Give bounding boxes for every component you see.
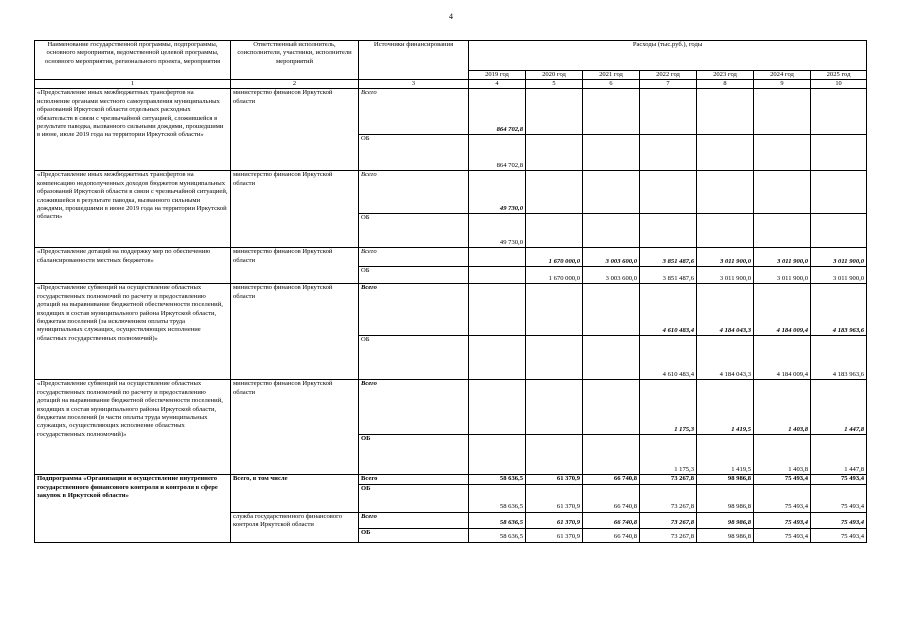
value-cell: 864 702,8	[469, 89, 526, 135]
source-total: Всего	[359, 89, 469, 135]
value-cell	[697, 171, 754, 214]
source-total: Всего	[359, 284, 469, 336]
value-cell: 73 267,8	[640, 475, 697, 484]
value-cell	[811, 89, 867, 135]
value-cell: 61 370,9	[526, 528, 583, 542]
value-cell: 1 175,3	[640, 380, 697, 435]
value-cell: 98 986,8	[697, 528, 754, 542]
value-cell: 4 610 483,4	[640, 284, 697, 336]
column-number: 1	[35, 80, 231, 89]
source-total: Всего	[359, 380, 469, 435]
source-total: Всего	[359, 171, 469, 214]
table-row	[35, 171, 867, 214]
value-cell	[754, 214, 811, 248]
value-cell	[583, 214, 640, 248]
value-cell: 3 011 900,0	[754, 267, 811, 284]
value-cell	[526, 214, 583, 248]
value-cell	[526, 89, 583, 135]
value-cell: 3 851 487,6	[640, 248, 697, 267]
value-cell	[526, 336, 583, 380]
header-year: 2024 год	[754, 70, 811, 79]
page-number: 4	[449, 12, 453, 21]
value-cell: 98 986,8	[697, 512, 754, 528]
header-year: 2019 год	[469, 70, 526, 79]
header-year: 2023 год	[697, 70, 754, 79]
value-cell: 75 493,4	[811, 512, 867, 528]
value-cell: 1 447,8	[811, 435, 867, 475]
value-cell	[469, 380, 526, 435]
column-number: 4	[469, 80, 526, 89]
value-cell: 58 636,5	[469, 528, 526, 542]
value-cell	[469, 248, 526, 267]
value-cell: 3 003 600,0	[583, 267, 640, 284]
value-cell: 73 267,8	[640, 484, 697, 512]
value-cell: 49 730,0	[469, 214, 526, 248]
value-cell	[811, 214, 867, 248]
value-cell	[640, 214, 697, 248]
value-cell: 3 011 900,0	[754, 248, 811, 267]
executor: министерство финансов Иркутской области	[231, 89, 359, 171]
value-cell: 1 419,5	[697, 380, 754, 435]
value-cell: 58 636,5	[469, 475, 526, 484]
value-cell: 1 419,5	[697, 435, 754, 475]
value-cell	[469, 284, 526, 336]
value-cell: 49 730,0	[469, 171, 526, 214]
source-ob: ОБ	[359, 435, 469, 475]
value-cell: 58 636,5	[469, 484, 526, 512]
value-cell: 1 670 000,0	[526, 248, 583, 267]
value-cell: 73 267,8	[640, 528, 697, 542]
value-cell: 4 610 483,4	[640, 336, 697, 380]
value-cell: 3 011 900,0	[811, 267, 867, 284]
executor: министерство финансов Иркутской области	[231, 284, 359, 380]
value-cell	[697, 214, 754, 248]
value-cell	[697, 89, 754, 135]
value-cell	[754, 171, 811, 214]
value-cell: 61 370,9	[526, 484, 583, 512]
value-cell: 1 175,3	[640, 435, 697, 475]
value-cell: 75 493,4	[811, 528, 867, 542]
column-number: 3	[359, 80, 469, 89]
value-cell	[811, 135, 867, 171]
value-cell: 75 493,4	[811, 484, 867, 512]
value-cell: 61 370,9	[526, 475, 583, 484]
value-cell: 66 740,8	[583, 475, 640, 484]
value-cell: 1 403,8	[754, 380, 811, 435]
value-cell: 75 493,4	[754, 484, 811, 512]
measure-name: «Предоставление иных межбюджетных трансфертов на исполнение органами местного самоуправления муниципальных образований Иркутской области отдельных расходных обязательств в связи с чрезвычайной ситуацией, сложившейся в результате паводка, вызванного сильными дождями, прошедшими в июне, июле 2019 года на территории Иркутской области»	[35, 89, 231, 171]
value-cell	[640, 171, 697, 214]
value-cell	[640, 89, 697, 135]
executor-service: служба государственного финансового контроля Иркутской области	[231, 512, 359, 542]
value-cell	[583, 171, 640, 214]
subprogram-name: Подпрограмма «Организация и осуществление внутреннего государственного финансового контроля и контроля в сфере закупок в Иркутской области»	[35, 475, 231, 542]
value-cell: 4 184 009,4	[754, 284, 811, 336]
source-ob: ОБ	[359, 214, 469, 248]
value-cell	[583, 435, 640, 475]
header-executor: Ответственный исполнитель, соисполнители, участники, исполнители мероприятий	[231, 41, 359, 80]
budget-table	[34, 40, 867, 543]
header-year: 2025 год	[811, 70, 867, 79]
measure-name: «Предоставление субвенций на осуществление областных государственных полномочий по расчету и предоставлению дотаций на выравнивание бюджетной обеспеченности поселений, входящих в состав муниципального района Иркутской области, бюджетам поселений (за исключением оплаты труда муниципальных служащих, осуществляющих исполнение областных государственных полномочий)»	[35, 284, 231, 380]
executor: министерство финансов Иркутской области	[231, 380, 359, 475]
value-cell	[526, 380, 583, 435]
value-cell	[469, 267, 526, 284]
value-cell	[526, 135, 583, 171]
value-cell	[583, 336, 640, 380]
table-row	[35, 248, 867, 267]
table-row	[35, 284, 867, 336]
value-cell: 98 986,8	[697, 484, 754, 512]
executor: министерство финансов Иркутской области	[231, 171, 359, 248]
value-cell: 66 740,8	[583, 512, 640, 528]
value-cell	[583, 380, 640, 435]
value-cell	[583, 89, 640, 135]
column-number: 7	[640, 80, 697, 89]
value-cell: 1 447,8	[811, 380, 867, 435]
subprogram-row	[35, 475, 867, 484]
value-cell: 75 493,4	[811, 475, 867, 484]
source-total: Всего	[359, 475, 469, 484]
header-expenses: Расходы (тыс.руб.), годы	[469, 41, 867, 71]
header-source: Источники финансирования	[359, 41, 469, 80]
value-cell	[811, 171, 867, 214]
source-ob: ОБ	[359, 135, 469, 171]
measure-name: «Предоставление иных межбюджетных трансфертов на компенсацию недополученных доходов бюджетов муниципальных образований Иркутской области в связи с чрезвычайной ситуацией, сложившейся в результате паводка, вызванного сильными дождями, прошедшими в июне 2019 года на территории Иркутской области»	[35, 171, 231, 248]
value-cell: 66 740,8	[583, 484, 640, 512]
value-cell: 4 184 009,4	[754, 336, 811, 380]
value-cell	[754, 89, 811, 135]
executor: министерство финансов Иркутской области	[231, 248, 359, 284]
table-row	[35, 89, 867, 135]
value-cell: 3 011 900,0	[811, 248, 867, 267]
source-ob: ОБ	[359, 484, 469, 512]
header-name: Наименование государственной программы, подпрограммы, основного мероприятия, ведомственной целевой программы, основного мероприятия, регионального проекта, мероприятия	[35, 41, 231, 80]
column-number: 8	[697, 80, 754, 89]
value-cell	[469, 336, 526, 380]
value-cell: 3 011 900,0	[697, 248, 754, 267]
source-total: Всего	[359, 248, 469, 267]
value-cell: 98 986,8	[697, 475, 754, 484]
value-cell: 75 493,4	[754, 512, 811, 528]
source-ob: ОБ	[359, 336, 469, 380]
value-cell	[526, 171, 583, 214]
value-cell: 66 740,8	[583, 528, 640, 542]
value-cell: 73 267,8	[640, 512, 697, 528]
value-cell	[583, 135, 640, 171]
column-number: 9	[754, 80, 811, 89]
source-total: Всего	[359, 512, 469, 528]
value-cell: 3 011 900,0	[697, 267, 754, 284]
measure-name: «Предоставление субвенций на осуществление областных государственных полномочий по расчету и предоставлению дотаций на выравнивание бюджетной обеспеченности поселений, входящих в состав муниципального района Иркутской области, бюджетам поселений (в части оплаты труда муниципальных служащих, осуществляющих исполнение областных государственных полномочий)»	[35, 380, 231, 475]
value-cell	[754, 135, 811, 171]
value-cell: 4 184 043,3	[697, 336, 754, 380]
value-cell	[526, 435, 583, 475]
value-cell: 75 493,4	[754, 528, 811, 542]
measure-name: «Предоставление дотаций на поддержку мер по обеспечению сбалансированности местных бюджетов»	[35, 248, 231, 284]
column-number: 6	[583, 80, 640, 89]
value-cell	[469, 435, 526, 475]
value-cell	[583, 284, 640, 336]
value-cell	[697, 135, 754, 171]
source-ob: ОБ	[359, 528, 469, 542]
value-cell: 75 493,4	[754, 475, 811, 484]
value-cell: 4 183 963,6	[811, 284, 867, 336]
executor-total: Всего, в том числе	[231, 475, 359, 512]
value-cell: 864 702,8	[469, 135, 526, 171]
value-cell: 58 636,5	[469, 512, 526, 528]
value-cell: 61 370,9	[526, 512, 583, 528]
value-cell: 3 003 600,0	[583, 248, 640, 267]
header-year: 2022 год	[640, 70, 697, 79]
column-number: 2	[231, 80, 359, 89]
value-cell: 4 184 043,3	[697, 284, 754, 336]
value-cell: 1 403,8	[754, 435, 811, 475]
value-cell	[640, 135, 697, 171]
value-cell	[526, 284, 583, 336]
header-year: 2020 год	[526, 70, 583, 79]
value-cell: 3 851 487,6	[640, 267, 697, 284]
header-year: 2021 год	[583, 70, 640, 79]
column-number: 5	[526, 80, 583, 89]
value-cell: 1 670 000,0	[526, 267, 583, 284]
value-cell: 4 183 963,6	[811, 336, 867, 380]
source-ob: ОБ	[359, 267, 469, 284]
column-number: 10	[811, 80, 867, 89]
table-row	[35, 380, 867, 435]
